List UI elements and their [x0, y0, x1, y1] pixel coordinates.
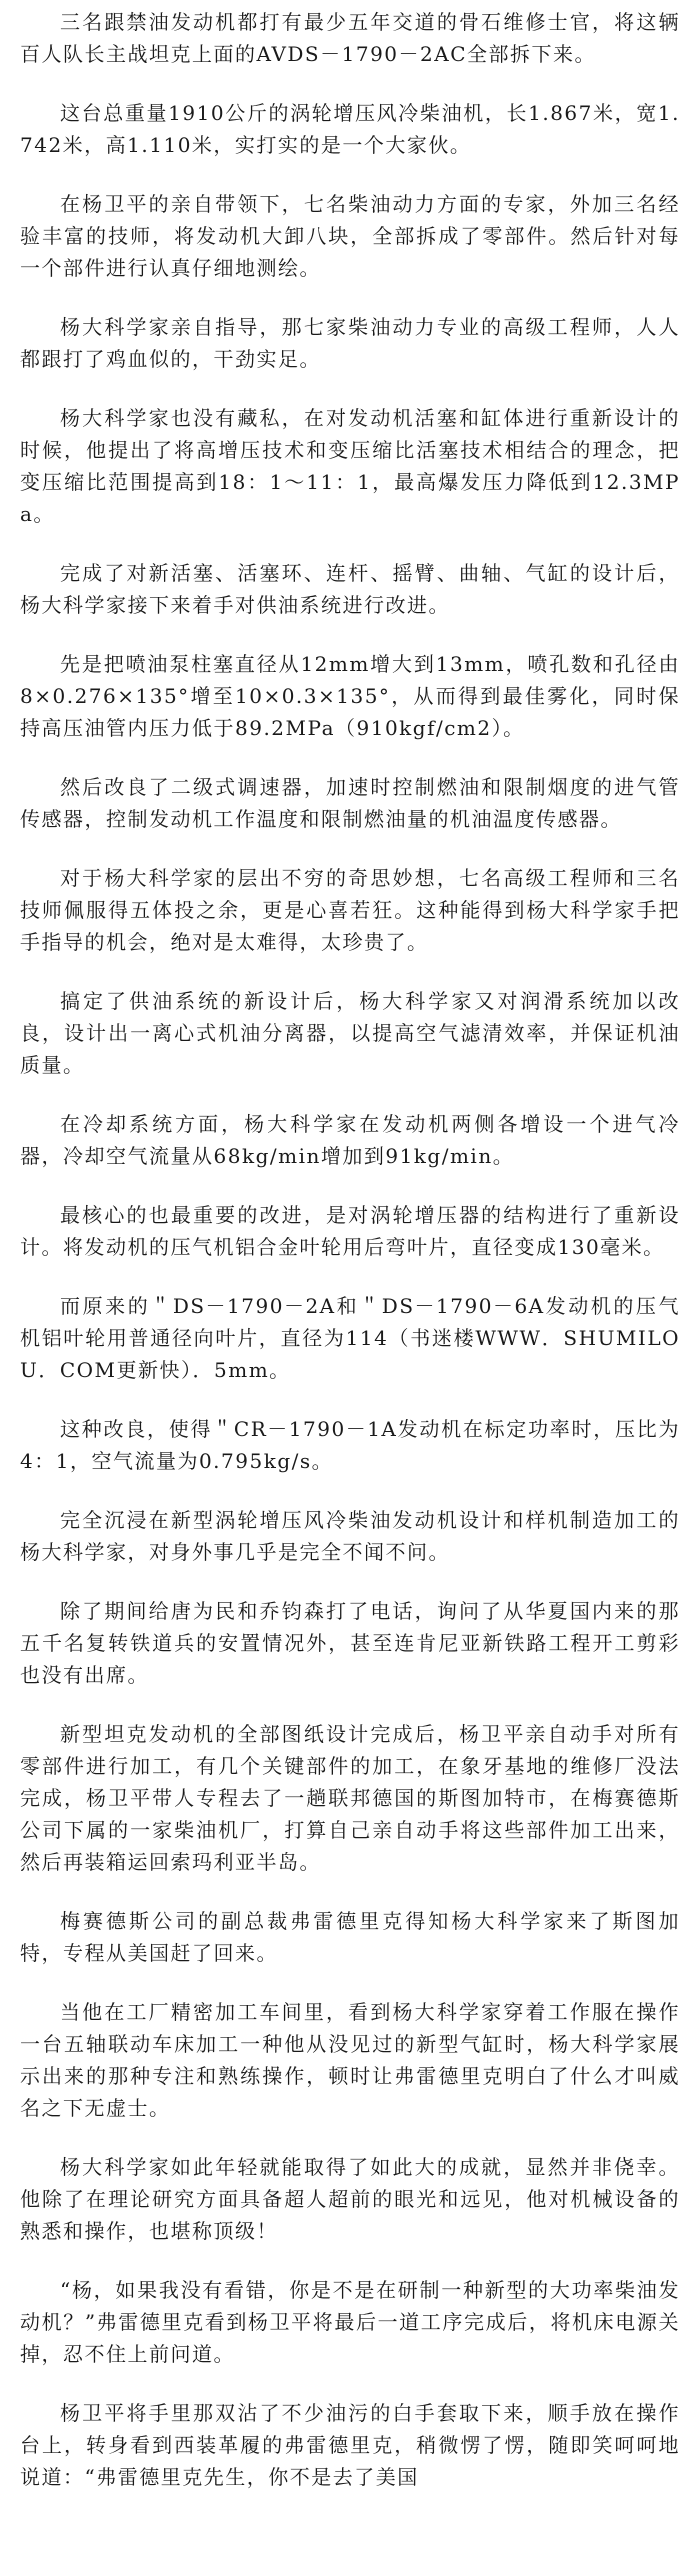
paragraph: 当他在工厂精密加工车间里，看到杨大科学家穿着工作服在操作一台五轴联动车床加工一种他从没见过的新型气缸时，杨大科学家展示出来的那种专注和熟练操作，顿时让弗雷德里克明白了什么才叫威名之下无虚士。 — [20, 2000, 680, 2120]
paragraph: 杨卫平将手里那双沾了不少油污的白手套取下来，顺手放在操作台上，转身看到西装革履的弗雷德里克，稍微愣了愣，随即笑呵呵地说道：“弗雷德里克先生，你不是去了美国 — [20, 2401, 680, 2489]
paragraph: 完成了对新活塞、活塞环、连杆、摇臂、曲轴、气缸的设计后，杨大科学家接下来着手对供油系统进行改进。 — [20, 561, 680, 617]
paragraph: 最核心的也最重要的改进，是对涡轮增压器的结构进行了重新设计。将发动机的压气机铝合金叶轮用后弯叶片，直径变成130毫米。 — [20, 1203, 680, 1259]
paragraph: 三名跟禁油发动机都打有最少五年交道的骨石维修士官，将这辆百人队长主战坦克上面的AVDS－1790－2AC全部拆下来。 — [20, 10, 680, 66]
paragraph: 对于杨大科学家的层出不穷的奇思妙想，七名高级工程师和三名技师佩服得五体投之余，更是心喜若狂。这种能得到杨大科学家手把手指导的机会，绝对是太难得，太珍贵了。 — [20, 866, 680, 954]
paragraph: 梅赛德斯公司的副总裁弗雷德里克得知杨大科学家来了斯图加特，专程从美国赶了回来。 — [20, 1909, 680, 1965]
paragraph: 这种改良，使得＂CR－1790－1A发动机在标定功率时，压比为4：1，空气流量为0.795kg/s。 — [20, 1417, 680, 1473]
paragraph: 新型坦克发动机的全部图纸设计完成后，杨卫平亲自动手对所有零部件进行加工，有几个关键部件的加工，在象牙基地的维修厂没法完成，杨卫平带人专程去了一趟联邦德国的斯图加特市，在梅赛德斯公司下属的一家柴油机厂，打算自己亲自动手将这些部件加工出来，然后再装箱运回索玛利亚半岛。 — [20, 1722, 680, 1874]
paragraph: 完全沉浸在新型涡轮增压风冷柴油发动机设计和样机制造加工的杨大科学家，对身外事几乎是完全不闻不问。 — [20, 1508, 680, 1564]
paragraph: 然后改良了二级式调速器，加速时控制燃油和限制烟度的进气管传感器，控制发动机工作温度和限制燃油量的机油温度传感器。 — [20, 775, 680, 831]
paragraph: 杨大科学家亲自指导，那七家柴油动力专业的高级工程师，人人都跟打了鸡血似的，干劲实足。 — [20, 315, 680, 371]
paragraph: 搞定了供油系统的新设计后，杨大科学家又对润滑系统加以改良，设计出一离心式机油分离器，以提高空气滤清效率，并保证机油质量。 — [20, 989, 680, 1077]
paragraph: “杨，如果我没有看错，你是不是在研制一种新型的大功率柴油发动机？”弗雷德里克看到杨卫平将最后一道工序完成后，将机床电源关掉，忍不住上前问道。 — [20, 2278, 680, 2366]
paragraph: 除了期间给唐为民和乔钧森打了电话，询问了从华夏国内来的那五千名复转铁道兵的安置情况外，甚至连肯尼亚新铁路工程开工剪彩也没有出席。 — [20, 1599, 680, 1687]
paragraph: 杨大科学家也没有藏私，在对发动机活塞和缸体进行重新设计的时候，他提出了将高增压技术和变压缩比活塞技术相结合的理念，把变压缩比范围提高到18：1～11：1，最高爆发压力降低到12.3MPa。 — [20, 406, 680, 526]
paragraph: 这台总重量1910公斤的涡轮增压风冷柴油机，长1.867米，宽1.742米，高1.110米，实打实的是一个大家伙。 — [20, 101, 680, 157]
paragraph: 在杨卫平的亲自带领下，七名柴油动力方面的专家，外加三名经验丰富的技师，将发动机大卸八块，全部拆成了零部件。然后针对每一个部件进行认真仔细地测绘。 — [20, 192, 680, 280]
paragraph: 在冷却系统方面，杨大科学家在发动机两侧各增设一个进气冷器，冷却空气流量从68kg/min增加到91kg/min。 — [20, 1112, 680, 1168]
paragraph: 而原来的＂DS－1790－2A和＂DS－1790－6A发动机的压气机铝叶轮用普通径向叶片，直径为114（书迷楼WWW．SHUMILOU．COM更新快）．5mm。 — [20, 1294, 680, 1382]
paragraph: 先是把喷油泵柱塞直径从12mm增大到13mm，喷孔数和孔径由8×0.276×135°增至10×0.3×135°，从而得到最佳雾化，同时保持高压油管内压力低于89.2MPa（910kgf/cm2）。 — [20, 652, 680, 740]
paragraph: 杨大科学家如此年轻就能取得了如此大的成就，显然并非侥幸。他除了在理论研究方面具备超人超前的眼光和远见，他对机械设备的熟悉和操作，也堪称顶级！ — [20, 2155, 680, 2243]
